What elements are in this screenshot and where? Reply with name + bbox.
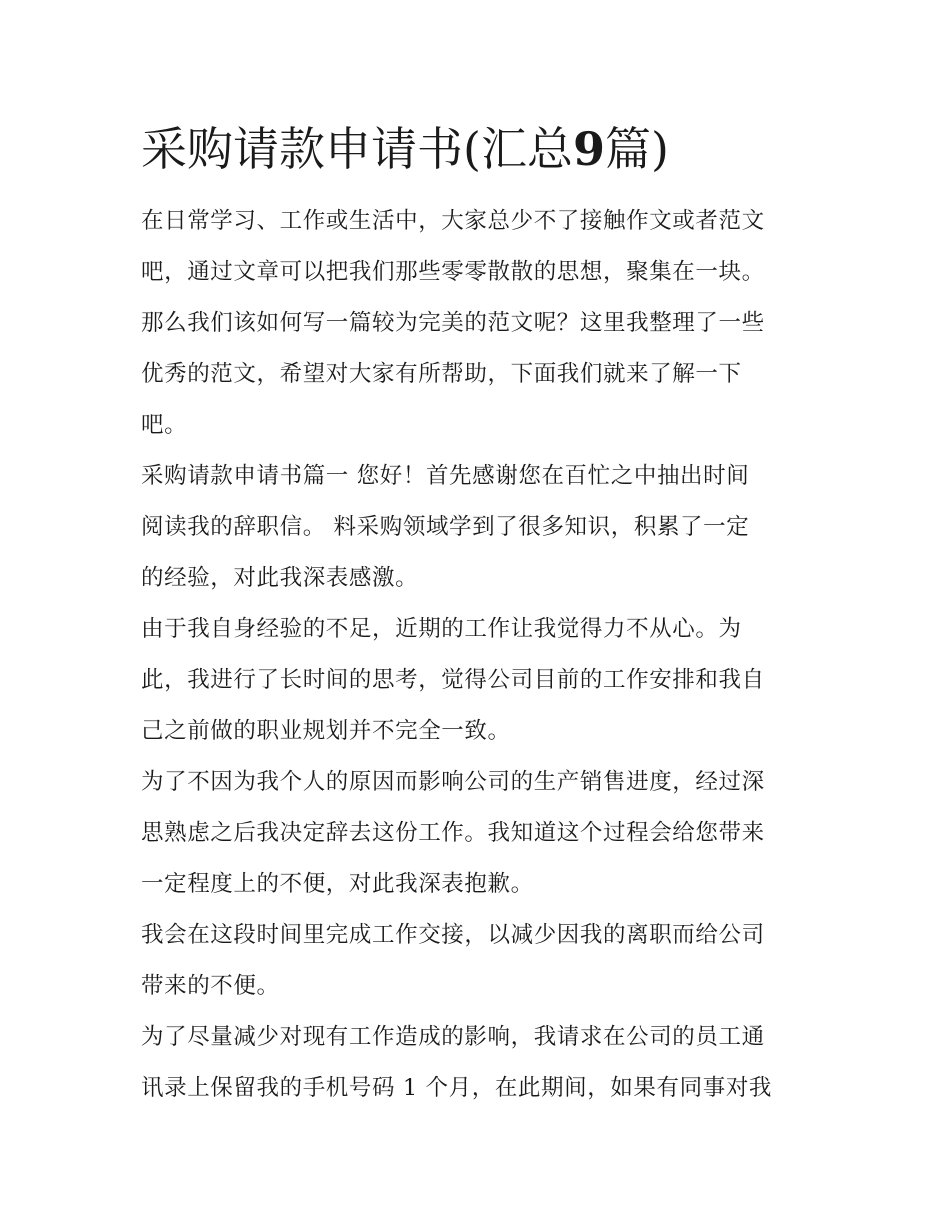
text-line: 的经验，对此我深表感激。 xyxy=(141,565,419,591)
title-count: 9 xyxy=(572,122,605,176)
text-line: 一定程度上的不便，对此我深表抱歉。 xyxy=(141,871,534,897)
text-line: 此，我进行了长时间的思考，觉得公司目前的工作安排和我自 xyxy=(141,667,765,693)
text-line: 阅读我的辞职信。 料采购领域学到了很多知识，积累了一定 xyxy=(141,514,750,540)
text-line: 在日常学习、工作或生活中，大家总少不了接触作文或者范文 xyxy=(141,208,765,234)
text-line: 采购请款申请书篇一 您好！首先感谢您在百忙之中抽出时间 xyxy=(141,463,750,489)
body-text xyxy=(141,196,821,1114)
text-line: 思熟虑之后我决定辞去这份工作。我知道这个过程会给您带来 xyxy=(141,820,765,846)
text-line: 由于我自身经验的不足，近期的工作让我觉得力不从心。为 xyxy=(141,616,742,642)
page-title xyxy=(141,118,821,180)
title-text-start: 采购请款申请书(汇总 xyxy=(141,122,573,176)
text-line: 为了不因为我个人的原因而影响公司的生产销售进度，经过深 xyxy=(141,769,765,795)
text-line: 为了尽量减少对现有工作造成的影响，我请求在公司的员工通 xyxy=(141,1024,765,1050)
text-line: 己之前做的职业规划并不完全一致。 xyxy=(141,718,511,744)
text-line: 讯录上保留我的手机号码 1 个月，在此期间，如果有同事对我 xyxy=(141,1075,773,1101)
text-line: 吧，通过文章可以把我们那些零零散散的思想，聚集在一块。 xyxy=(141,259,765,285)
title-text-end: 篇) xyxy=(604,122,669,176)
text-line: 我会在这段时间里完成工作交接，以减少因我的离职而给公司 xyxy=(141,922,765,948)
text-line: 带来的不便。 xyxy=(141,973,280,999)
text-line: 优秀的范文，希望对大家有所帮助，下面我们就来了解一下 xyxy=(141,361,742,387)
document-content xyxy=(141,118,821,1114)
text-line: 吧。 xyxy=(141,412,188,438)
text-line: 那么我们该如何写一篇较为完美的范文呢？这里我整理了一些 xyxy=(141,310,765,336)
